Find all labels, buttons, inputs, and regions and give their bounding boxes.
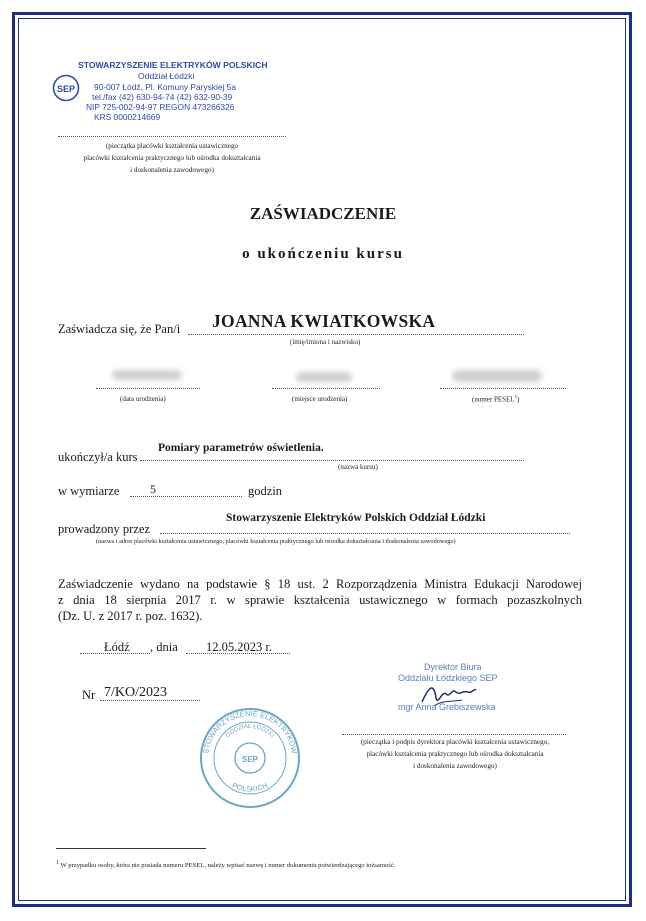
person-dotted-line: [188, 334, 524, 335]
person-caption: (imię/imiona i nazwisko): [290, 338, 361, 346]
header-caption-line-3: i doskonalenia zawodowego): [130, 166, 214, 174]
redacted-birth-date: [112, 370, 182, 380]
hours-dotted-line: [130, 496, 242, 497]
person-name: JOANNA KWIATKOWSKA: [212, 311, 436, 331]
birth-date-caption: (data urodzenia): [120, 395, 166, 403]
signature-stamp-line-1: Dyrektor Biura: [424, 662, 482, 672]
issue-place: Łódź: [104, 640, 130, 654]
provider-caption: (nazwa i adres placówki kształcenia ustawicznego, placówki kształcenia praktycznego lub ośrodka dokształcania i doskonalenia zawodowego): [96, 538, 456, 545]
number-label: Nr: [82, 688, 96, 702]
document-subtitle: o ukończeniu kursu: [242, 246, 404, 262]
round-seal-bottom-text: POLSKICH: [230, 780, 270, 794]
number-dotted-line: [100, 700, 200, 701]
provider-label: prowadzony przez: [58, 522, 150, 536]
signature-stamp-line-3: mgr Anna Grebiszewska: [398, 702, 496, 712]
header-caption-line-1: (pieczątka placówki kształcenia ustawicznego: [105, 142, 239, 150]
legal-basis-line-2: z dnia 18 sierpnia 2017 r. w sprawie kształcenia ustawicznego w formach pozaszkolnych: [58, 593, 582, 607]
signature-dotted-line: [342, 734, 566, 735]
redacted-birth-place: [296, 372, 352, 382]
birth-date-dotted-line: [96, 388, 200, 389]
signature-caption-line-3: i doskonalenia zawodowego): [413, 762, 497, 770]
sep-logo-text: SEP: [56, 84, 76, 94]
footnote: [56, 860, 395, 869]
stamp-org: STOWARZYSZENIE ELEKTRYKÓW POLSKICH: [78, 60, 268, 70]
signature-stamp-line-2: Oddziału Łódzkiego SEP: [398, 673, 498, 683]
legal-basis-line-1: Zaświadczenie wydano na podstawie § 18 ust. 2 Rozporządzenia Ministra Edukacji Narodowej: [58, 577, 582, 591]
date-dotted-line: [186, 653, 290, 654]
provider-name: Stowarzyszenie Elektryków Polskich Oddział Łódzki: [226, 512, 486, 524]
pesel-footnote-ref: 1: [514, 395, 518, 400]
footnote-number: 1: [56, 860, 59, 866]
place-dotted-line: [80, 653, 150, 654]
stamp-krs: KRS 0000214669: [94, 112, 161, 122]
hours-value: 5: [150, 482, 156, 496]
stamp-phone: tel./fax (42) 630-94-74 (42) 632-90-39: [92, 92, 233, 102]
footnote-separator: [56, 848, 206, 849]
signature-caption: [322, 736, 588, 772]
stamp-branch: Oddział Łódzki: [138, 71, 195, 81]
legal-basis-line-3: (Dz. U. z 2017 r. poz. 1632).: [58, 609, 203, 623]
header-caption: [40, 140, 304, 176]
signature-caption-line-1: (pieczątka i podpis dyrektora placówki kształcenia ustawicznego,: [360, 738, 550, 746]
legal-basis: [58, 576, 582, 624]
header-caption-line-2: placówki kształcenia praktycznego lub ośrodka dokształcania: [83, 154, 261, 162]
course-caption: (nazwa kursu): [338, 463, 378, 471]
signature-caption-line-2: placówki kształcenia praktycznego lub ośrodka dokształcania: [366, 750, 544, 758]
sep-logo-icon: [52, 74, 80, 102]
stamp-nip-regon: NIP 725-002-94-97 REGON 473266326: [86, 102, 235, 112]
birth-place-caption: (miejsce urodzenia): [292, 395, 348, 403]
round-seal-center-text: ODDZIAŁ ŁÓDZKI: [225, 723, 275, 740]
person-label: Zaświadcza się, że Pan/i: [58, 322, 181, 336]
stamp-dotted-line: [58, 136, 286, 137]
course-label: ukończył/a kurs: [58, 450, 138, 464]
pesel-dotted-line: [440, 388, 566, 389]
course-dotted-line: [140, 460, 524, 461]
stamp-address: 90-007 Łódź, Pl. Komuny Paryskiej 5a: [94, 82, 236, 92]
redacted-pesel: [452, 370, 542, 382]
document-title: ZAŚWIADCZENIE: [249, 204, 397, 223]
pesel-caption: [472, 395, 519, 403]
course-name: Pomiary parametrów oświetlenia.: [158, 442, 324, 454]
pesel-caption-text: (numer PESEL: [472, 395, 515, 404]
round-seal-top-text: STOWARZYSZENIE ELEKTRYKÓW: [201, 708, 299, 755]
hours-label: w wymiarze: [58, 484, 120, 498]
round-seal-logo-text: SEP: [241, 755, 259, 764]
issue-date: 12.05.2023 r.: [206, 640, 272, 654]
issue-date-label: , dnia: [150, 640, 178, 654]
number-value: 7/KO/2023: [104, 685, 167, 700]
birth-place-dotted-line: [272, 388, 380, 389]
hours-unit: godzin: [248, 484, 283, 498]
round-seal: [198, 706, 302, 810]
provider-dotted-line: [160, 533, 570, 534]
footnote-text: W przypadku osoby, która nie posiada numeru PESEL, należy wpisać nazwę i numer dokumentu potwierdzającego tożsamość.: [60, 862, 396, 870]
pesel-caption-close: ): [517, 395, 520, 404]
